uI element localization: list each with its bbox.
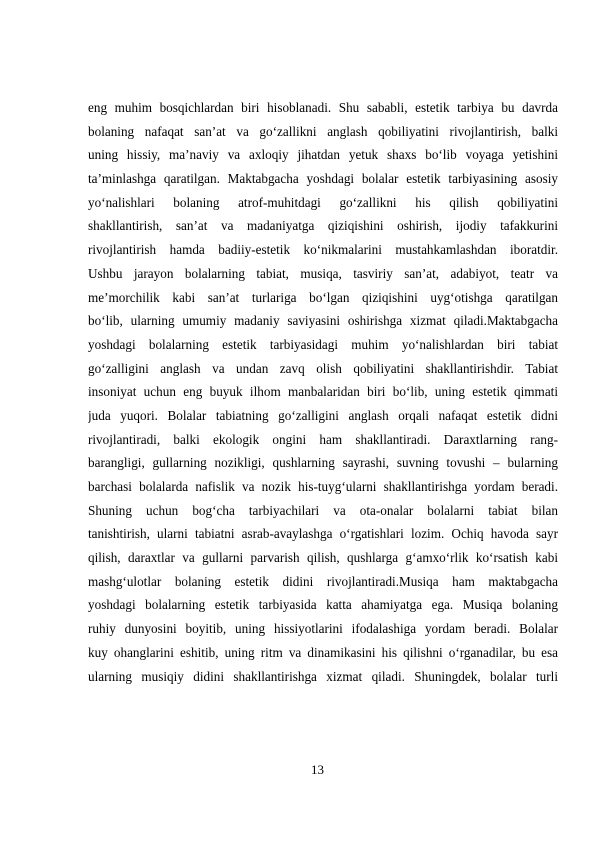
text-line: Shuning uchun bog‘cha tarbiyachilari va ota-onalar bolalarni tabiat bilan	[88, 502, 558, 518]
text-line: bo‘lib, ularning umumiy madaniy saviyasini oshirishga xizmat qiladi.Maktabgacha	[88, 313, 558, 329]
text-line: rivojlantirish hamda badiiy-estetik ko‘nikmalarini mustahkamlashdan iboratdir.	[88, 242, 558, 258]
text-line: eng muhim bosqichlardan biri hisoblanadi. Shu sababli, estetik tarbiya bu davrda	[88, 100, 558, 115]
page-number: 13	[311, 762, 324, 777]
text-line: mashg‘ulotlar bolaning estetik didini rivojlantiradi.Musiqa ham maktabgacha	[88, 573, 558, 589]
body-text	[88, 96, 558, 688]
text-line: Ushbu jarayon bolalarning tabiat, musiqa, tasviriy san’at, adabiyot, teatr va	[88, 265, 558, 281]
text-line: me’morchilik kabi san’at turlariga bo‘lgan qiziqishini uyg‘otishga qaratilgan	[88, 289, 558, 305]
text-line: juda yuqori. Bolalar tabiatning go‘zalligini anglash orqali nafaqat estetik didni	[88, 407, 558, 423]
text-line: barangligi, gullarning nozikligi, qushlarning sayrashi, suvning tovushi – bularning	[88, 455, 558, 471]
text-line: qilish, daraxtlar va gullarni parvarish qilish, qushlarga g‘amxo‘rlik ko‘rsatish kabi	[88, 550, 558, 566]
text-line: ularning musiqiy didini shakllantirishga xizmat qiladi. Shuningdek, bolalar turli	[88, 668, 558, 684]
text-line: uning hissiy, ma’naviy va axloqiy jihatdan yetuk shaxs bo‘lib voyaga yetishini	[88, 147, 558, 163]
text-line: bolaning nafaqat san’at va go‘zallikni anglash qobiliyatini rivojlantirish, balki	[88, 123, 558, 139]
text-line: ta’minlashga qaratilgan. Maktabgacha yoshdagi bolalar estetik tarbiyasining asosiy	[88, 171, 558, 187]
text-line: tanishtirish, ularni tabiatni asrab-avaylashga o‘rgatishlari lozim. Ochiq havoda sayr	[88, 526, 558, 542]
text-line: go‘zalligini anglash va undan zavq olish qobiliyatini shakllantirishdir. Tabiat	[88, 360, 558, 376]
text-line: insoniyat uchun eng buyuk ilhom manbalaridan biri bo‘lib, uning estetik qimmati	[88, 384, 558, 400]
text-line: yo‘nalishlari bolaning atrof-muhitdagi go‘zallikni his qilish qobiliyatini	[88, 194, 558, 210]
text-line: kuy ohanglarini eshitib, uning ritm va dinamikasini his qilishni o‘rganadilar, bu esa	[88, 644, 558, 660]
text-line: shakllantirish, san’at va madaniyatga qiziqishini oshirish, ijodiy tafakkurini	[88, 218, 558, 234]
text-line: ruhiy dunyosini boyitib, uning hissiyotlarini ifodalashiga yordam beradi. Bolalar	[88, 621, 558, 637]
text-line: yoshdagi bolalarning estetik tarbiyasidagi muhim yo‘nalishlardan biri tabiat	[88, 336, 558, 352]
text-line: rivojlantiradi, balki ekologik ongini ham shakllantiradi. Daraxtlarning rang-	[88, 431, 558, 447]
text-line: barchasi bolalarda nafislik va nozik his-tuyg‘ularni shakllantirishga yordam beradi.	[88, 479, 558, 494]
text-line: yoshdagi bolalarning estetik tarbiyasida katta ahamiyatga ega. Musiqa bolaning	[88, 597, 558, 613]
